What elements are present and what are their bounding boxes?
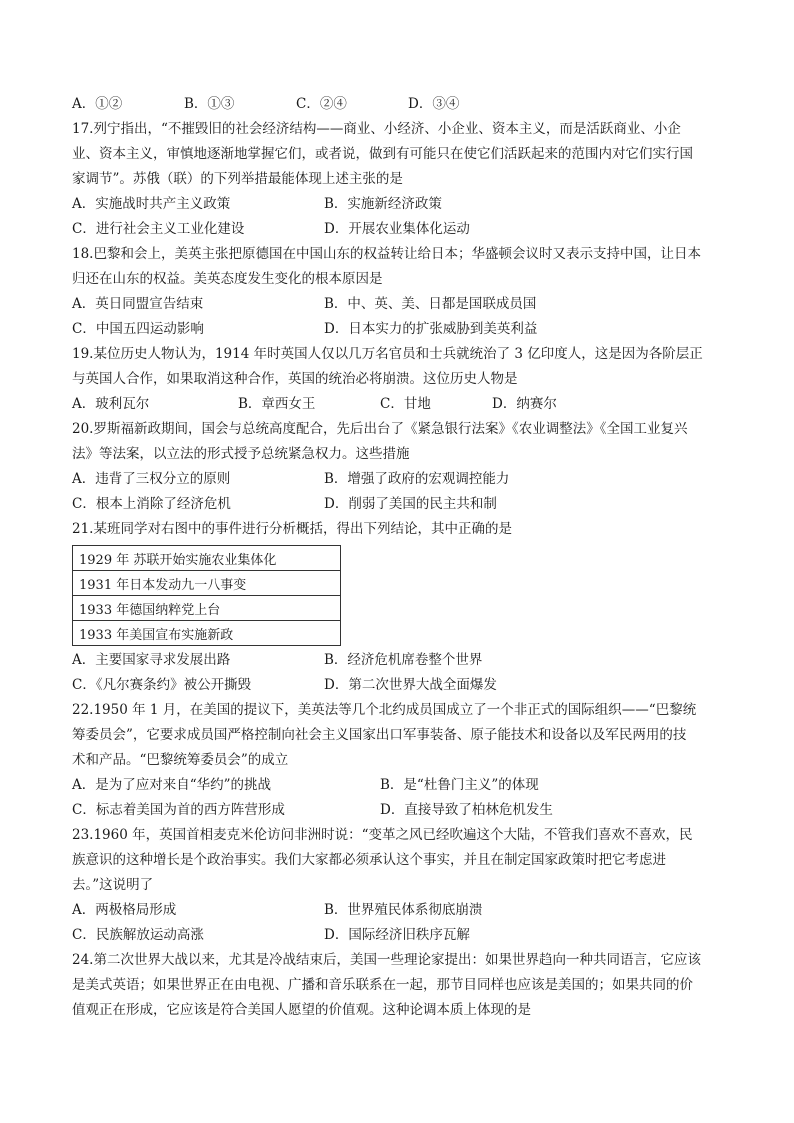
question-19 — [72, 342, 722, 417]
q19-options — [72, 392, 722, 417]
q18-option-c[interactable]: C．中国五四运动影响 — [72, 321, 204, 337]
q17-option-b[interactable]: B．实施新经济政策 — [324, 196, 442, 212]
q17-option-d[interactable]: D．开展农业集体化运动 — [324, 221, 470, 237]
q20-options-row-1 — [72, 467, 722, 492]
q22-option-b[interactable]: B．是“杜鲁门主义”的体现 — [380, 777, 539, 793]
q21-option-d[interactable]: D．第二次世界大战全面爆发 — [324, 677, 497, 693]
q22-stem-line-1: 22.1950 年 1 月，在美国的提议下，美英法等几个北约成员国成立了一个非正式的国际组织——“巴黎统 — [72, 702, 697, 718]
q17-options-row-1 — [72, 192, 722, 217]
q22-option-a[interactable]: A．是为了应对来自“华约”的挑战 — [72, 777, 272, 793]
q18-option-a[interactable]: A．英日同盟宣告结束 — [72, 296, 204, 312]
question-18 — [72, 242, 722, 342]
q23-option-d[interactable]: D．国际经济旧秩序瓦解 — [324, 927, 470, 943]
q22-options-row-2 — [72, 798, 722, 823]
q20-option-b[interactable]: B．增强了政府的宏观调控能力 — [324, 471, 510, 487]
q18-options-row-1 — [72, 292, 722, 317]
q23-options-row-2 — [72, 923, 722, 948]
q16-option-a[interactable]: A．①② — [72, 96, 123, 112]
q19-option-c[interactable]: C．甘地 — [380, 396, 431, 412]
q20-option-c[interactable]: C．根本上消除了经济危机 — [72, 496, 231, 512]
q18-option-d[interactable]: D．日本实力的扩张威胁到美英利益 — [324, 321, 538, 337]
q22-option-d[interactable]: D．直接导致了柏林危机发生 — [380, 802, 553, 818]
q17-stem-line-3: 家调节”。苏俄（联）的下列举措最能体现上述主张的是 — [72, 171, 403, 187]
q24-stem-line-1: 24.第二次世界大战以来，尤其是冷战结束后，美国一些理论家提出：如果世界趋向一种共同语言，它应该 — [72, 952, 701, 968]
table-cell: 1931 年日本发动九一八事变 — [73, 571, 341, 596]
exam-page — [72, 92, 722, 1023]
table-row — [73, 571, 341, 596]
q17-options-row-2 — [72, 217, 722, 242]
q17-option-a[interactable]: A．实施战时共产主义政策 — [72, 196, 231, 212]
q20-stem-line-1: 20.罗斯福新政期间，国会与总统高度配合，先后出台了《紧急银行法案》《农业调整法》《全国工业复兴 — [72, 421, 688, 437]
q21-option-a[interactable]: A．主要国家寻求发展出路 — [72, 652, 231, 668]
q24-stem-line-2: 是美式英语；如果世界正在由电视、广播和音乐联系在一起，那节目同样也应该是美国的；如果共同的价 — [72, 977, 693, 993]
question-22 — [72, 698, 722, 823]
table-row — [73, 621, 341, 646]
q20-option-a[interactable]: A．违背了三权分立的原则 — [72, 471, 231, 487]
q18-stem-line-1: 18.巴黎和会上，美英主张把原德国在中国山东的权益转让给日本；华盛顿会议时又表示支持中国，让日本 — [72, 246, 701, 262]
table-row — [73, 596, 341, 621]
q18-option-b[interactable]: B．中、英、美、日都是国联成员国 — [324, 296, 537, 312]
question-17 — [72, 117, 722, 242]
q23-option-a[interactable]: A．两极格局形成 — [72, 902, 177, 918]
q22-stem-line-3: 术和产品。“巴黎统筹委员会”的成立 — [72, 752, 289, 768]
q17-stem-line-2: 业、资本主义，审慎地逐渐地掌握它们，或者说，做到有可能只在使它们活跃起来的范围内对它们实行国 — [72, 146, 693, 162]
q23-stem-line-3: 去。”这说明了 — [72, 877, 154, 893]
q23-options-row-1 — [72, 898, 722, 923]
q20-options-row-2 — [72, 492, 722, 517]
q21-options-row-1 — [72, 648, 722, 673]
q21-options-row-2 — [72, 673, 722, 698]
table-cell: 1933 年美国宣布实施新政 — [73, 621, 341, 646]
q19-option-b[interactable]: B．章西女王 — [238, 396, 316, 412]
q22-option-c[interactable]: C．标志着美国为首的西方阵营形成 — [72, 802, 285, 818]
q23-stem-line-1: 23.1960 年，英国首相麦克米伦访问非洲时说：“变革之风已经吹遍这个大陆，不管我们喜欢不喜欢，民 — [72, 827, 693, 843]
table-cell: 1933 年德国纳粹党上台 — [73, 596, 341, 621]
q16-option-b[interactable]: B．①③ — [184, 96, 235, 112]
q19-option-a[interactable]: A．玻利瓦尔 — [72, 396, 150, 412]
table-row — [73, 546, 341, 571]
q18-stem-line-2: 归还在山东的权益。美英态度发生变化的根本原因是 — [72, 271, 383, 287]
q22-stem-line-2: 筹委员会”，它要求成员国严格控制向社会主义国家出口军事装备、原子能技术和设备以及军民两用的技 — [72, 727, 687, 743]
q20-stem-line-2: 法》等法案，以立法的形式授予总统紧急权力。这些措施 — [72, 446, 410, 462]
q19-stem-line-2: 与英国人合作，如果取消这种合作，英国的统治必将崩溃。这位历史人物是 — [72, 371, 518, 387]
q16-option-d[interactable]: D．③④ — [408, 96, 460, 112]
table-cell: 1929 年 苏联开始实施农业集体化 — [73, 546, 341, 571]
q23-option-c[interactable]: C．民族解放运动高涨 — [72, 927, 204, 943]
question-23 — [72, 823, 722, 948]
q21-option-b[interactable]: B．经济危机席卷整个世界 — [324, 652, 483, 668]
q23-option-b[interactable]: B．世界殖民体系彻底崩溃 — [324, 902, 483, 918]
q20-option-d[interactable]: D．削弱了美国的民主共和制 — [324, 496, 497, 512]
question-20 — [72, 417, 722, 517]
question-21 — [72, 517, 722, 698]
question-24 — [72, 948, 722, 1023]
q22-options-row-1 — [72, 773, 722, 798]
q19-option-d[interactable]: D．纳赛尔 — [492, 396, 557, 412]
q17-stem-line-1: 17.列宁指出，“不摧毁旧的社会经济结构——商业、小经济、小企业、资本主义，而是活跃商业、小企 — [72, 121, 681, 137]
q24-stem-line-3: 值观正在形成，它应该是符合美国人愿望的价值观。这种论调本质上体现的是 — [72, 1002, 531, 1018]
q16-options — [72, 92, 722, 117]
events-table — [72, 545, 341, 646]
q16-option-c[interactable]: C．②④ — [296, 96, 347, 112]
q17-option-c[interactable]: C．进行社会主义工业化建设 — [72, 221, 245, 237]
q21-option-c[interactable]: C．《凡尔赛条约》被公开撕毁 — [72, 677, 252, 693]
q21-stem-line-1: 21.某班同学对右图中的事件进行分析概括，得出下列结论，其中正确的是 — [72, 521, 512, 537]
q19-stem-line-1: 19.某位历史人物认为，1914 年时英国人仅以几万名官员和士兵就统治了 3 亿印度人，这是因为各阶层正 — [72, 346, 703, 362]
q23-stem-line-2: 族意识的这种增长是个政治事实。我们大家都必须承认这个事实，并且在制定国家政策时把它考虑进 — [72, 852, 666, 868]
q18-options-row-2 — [72, 317, 722, 342]
